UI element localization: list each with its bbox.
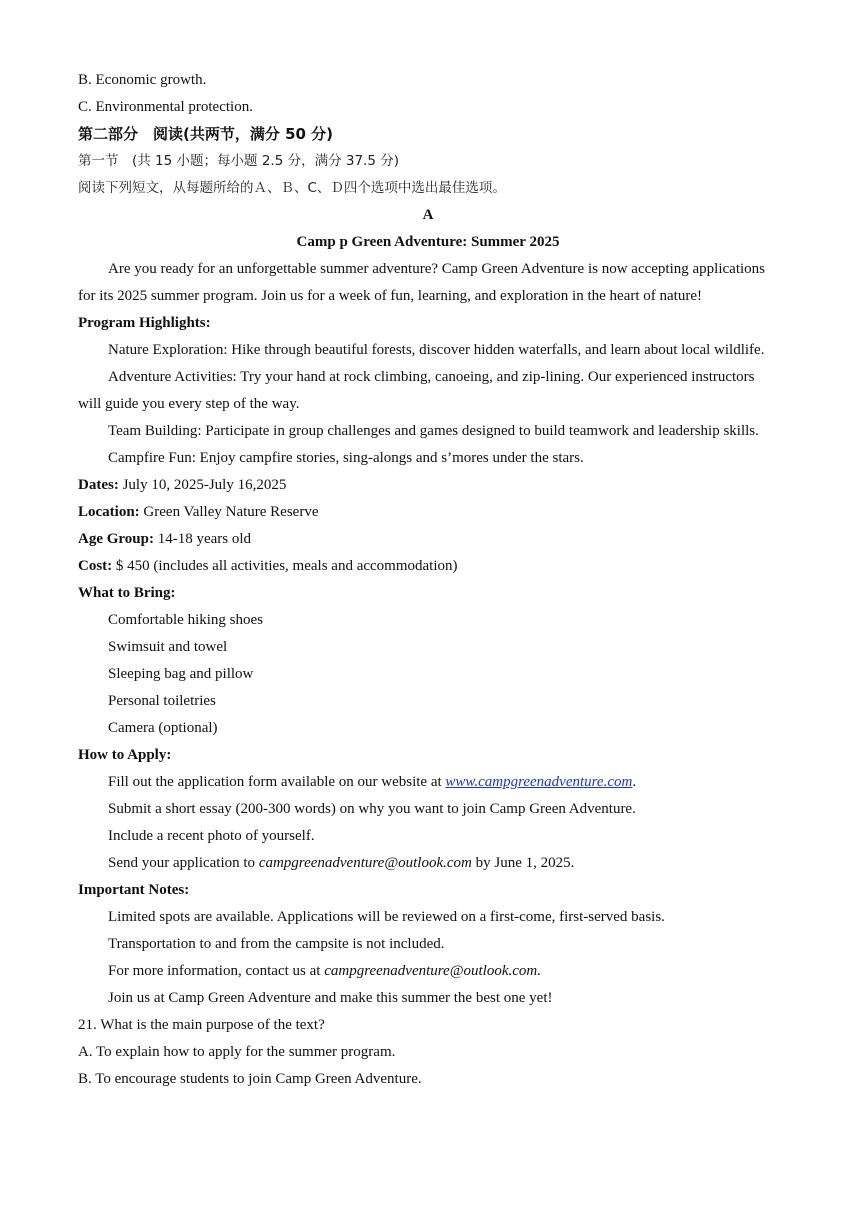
highlights-heading: Program Highlights: <box>78 315 211 331</box>
document-page <box>78 67 778 1093</box>
apply-step-text: Send your application to <box>108 855 259 871</box>
cost-row <box>78 553 778 580</box>
age-row <box>78 526 778 553</box>
cost-label: Cost: <box>78 558 113 574</box>
apply-step-suffix: by June 1, 2025. <box>471 855 575 871</box>
cost-value: $ 450 (includes all activities, meals and accommodation) <box>112 558 458 574</box>
highlight-item: Team Building: Participate in group challenges and games designed to build teamwork and leadership skills. <box>108 423 759 439</box>
note-contact <box>78 958 778 985</box>
bring-item: Camera (optional) <box>108 720 218 736</box>
question-option-a: A. To explain how to apply for the summer program. <box>78 1044 396 1060</box>
prev-option-b: B. Economic growth. <box>78 72 207 88</box>
apply-step-photo: Include a recent photo of yourself. <box>108 828 315 844</box>
passage-intro: Are you ready for an unforgettable summer adventure? Camp Green Adventure is now accepting applications for its 2025 summer program. Join us for a week of fun, learning, and exploration in the heart of nature! <box>78 261 765 304</box>
location-value: Green Valley Nature Reserve <box>139 504 319 520</box>
apply-step-essay: Submit a short essay (200-300 words) on why you want to join Camp Green Adventure. <box>108 801 636 817</box>
highlight-item: Adventure Activities: Try your hand at rock climbing, canoeing, and zip-lining. Our experienced instructors will guide you every step of the way. <box>78 369 755 412</box>
bring-item: Sleeping bag and pillow <box>108 666 254 682</box>
dates-row <box>78 472 778 499</box>
section-title: 第二部分 阅读(共两节，满分 50 分) <box>78 125 334 143</box>
bring-item: Swimsuit and towel <box>108 639 228 655</box>
contact-email: campgreenadventure@outlook.com. <box>324 963 541 979</box>
apply-step-website <box>78 769 778 796</box>
highlight-item: Campfire Fun: Enjoy campfire stories, sing-alongs and s’mores under the stars. <box>108 450 584 466</box>
question-stem: 21. What is the main purpose of the text? <box>78 1017 325 1033</box>
passage-letter: A <box>422 207 434 223</box>
website-link[interactable]: www.campgreenadventure.com <box>445 774 633 790</box>
closing-line: Join us at Camp Green Adventure and make this summer the best one yet! <box>108 990 553 1006</box>
question-option-b: B. To encourage students to join Camp Green Adventure. <box>78 1071 422 1087</box>
location-label: Location: <box>78 504 140 520</box>
bring-item: Personal toiletries <box>108 693 216 709</box>
location-row <box>78 499 778 526</box>
dates-label: Dates: <box>78 477 119 493</box>
notes-heading: Important Notes: <box>78 882 190 898</box>
note-item: Limited spots are available. Applications will be reviewed on a first-come, first-served basis. <box>108 909 665 925</box>
apply-step-suffix: . <box>632 774 637 790</box>
note-text: For more information, contact us at <box>108 963 325 979</box>
apply-step-send <box>78 850 778 877</box>
apply-email: campgreenadventure@outlook.com <box>258 855 472 871</box>
bring-item: Comfortable hiking shoes <box>108 612 263 628</box>
section-instruction: 阅读下列短文，从每题所给的Ａ、Ｂ、C、Ｄ四个选项中选出最佳选项。 <box>78 180 506 196</box>
bring-heading: What to Bring: <box>78 585 176 601</box>
age-value: 14-18 years old <box>153 531 252 547</box>
section-subtitle: 第一节 (共 15 小题；每小题 2.5 分，满分 37.5 分) <box>78 153 399 169</box>
apply-heading: How to Apply: <box>78 747 172 763</box>
passage-title: Camp p Green Adventure: Summer 2025 <box>296 234 560 250</box>
highlight-item: Nature Exploration: Hike through beautiful forests, discover hidden waterfalls, and learn about local wildlife. <box>108 342 765 358</box>
age-label: Age Group: <box>78 531 154 547</box>
dates-value: July 10, 2025-July 16,2025 <box>118 477 287 493</box>
prev-option-c: C. Environmental protection. <box>78 99 253 115</box>
apply-step-text: Fill out the application form available on our website at <box>108 774 446 790</box>
note-item: Transportation to and from the campsite is not included. <box>108 936 445 952</box>
